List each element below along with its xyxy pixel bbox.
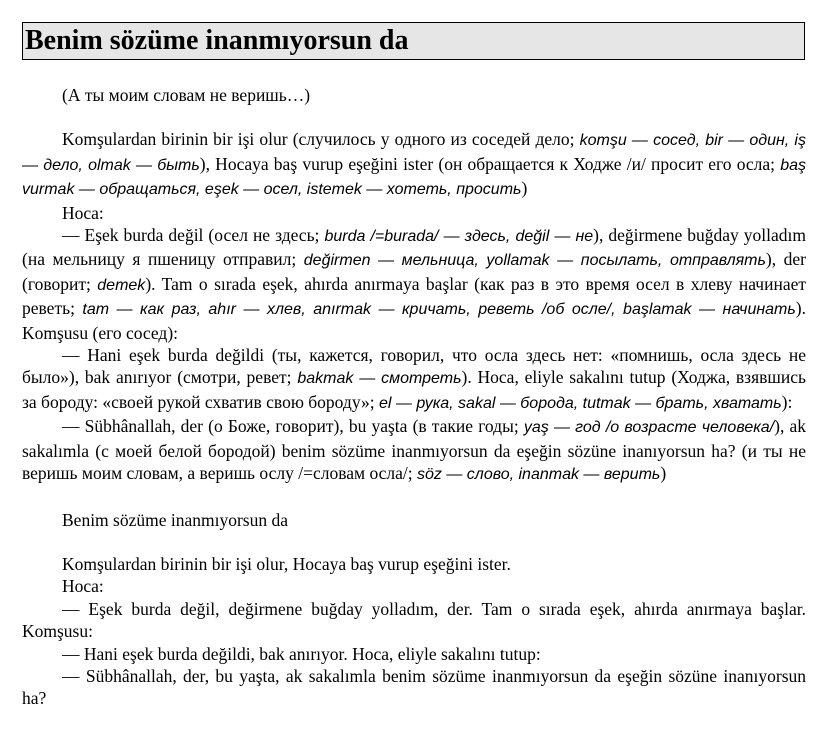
paragraph-text: ). Hoca, eliyle sakalını tutup (Ходжа, взявшись за бороду: «своей рукой схватив свою бороду»; bbox=[22, 367, 806, 412]
gloss-text: el — рука, sakal — борода, tutmak — брать, хватать bbox=[379, 394, 782, 412]
spacer bbox=[22, 531, 806, 553]
paragraph-text: ), der (говорит; bbox=[22, 249, 806, 294]
paragraph-text: ) bbox=[521, 178, 528, 199]
gloss-text: söz — слово, inanmak — верить bbox=[417, 466, 661, 484]
plain-paragraph: — Sübhânallah, der, bu yaşta, ak sakalımla benim sözüme inanmıyorsun da eşeğin sözüne inanıyorsun ha? bbox=[22, 665, 806, 709]
gloss-text: tam — как раз, ahır — хлев, anırmak — кричать, реветь /об осле/, başlamak — начинать bbox=[82, 301, 796, 319]
gloss-text: değirmen — мельница, yollamak — посылать, отправлять bbox=[303, 252, 766, 270]
paragraph-text: — Hani eşek burda değildi (ты, кажется, говорил, что осла здесь нет: «помнишь, осла здесь не было»), bak anırıyor (смотри, ревет; bbox=[22, 345, 806, 388]
plain-paragraph: — Eşek burda değil, değirmene buğday yolladım, der. Tam o sırada eşek, ahırda anırmaya başlar. Komşusu: bbox=[22, 598, 806, 642]
gloss-text: komşu — сосед, bir — один, iş — дело, olmak — быть bbox=[22, 132, 806, 174]
paragraph-text: ), ak sakalımla (с моей белой бородой) benim sözüme inanmıyorsun da eşeğin sözüne inanıyorsun ha? (и ты не веришь моим словам, а веришь ослу /=словам осла/; bbox=[22, 416, 806, 484]
gloss-text: demek bbox=[97, 276, 146, 294]
page-title: Benim sözüme inanmıyorsun da bbox=[22, 22, 805, 60]
spacer bbox=[22, 106, 806, 128]
gloss-text: bakmak — смотреть bbox=[297, 370, 462, 388]
paragraph-text: ). Komşusu (его сосед): bbox=[22, 298, 806, 343]
gloss-text: burda /=burada/ — здесь, değil — не bbox=[324, 228, 594, 246]
plain-paragraph: — Hani eşek burda değildi, bak anırıyor. Hoca, eliyle sakalını tutup: bbox=[62, 643, 541, 664]
paragraph-text: — Eşek burda değil (осел не здесь; bbox=[62, 225, 325, 246]
paragraph-text: ), değirmene buğday yolladım (на мельницу я пшеницу отправил; bbox=[22, 225, 806, 270]
gloss-text: baş vurmak — обращаться, eşek — осел, istemek — хотеть, просить bbox=[22, 156, 807, 199]
paragraph-text: ). Tam o sırada eşek, ahırda anırmaya başlar (как раз в это время осел в хлеву начинает реветь; bbox=[22, 273, 806, 319]
glossed-paragraph bbox=[22, 202, 806, 224]
paragraph-text: Komşulardan birinin bir işi olur (случилось у одного из соседей дело; bbox=[62, 129, 580, 150]
glossed-paragraph bbox=[22, 344, 806, 415]
plain-title: Benim sözüme inanmıyorsun da bbox=[62, 509, 289, 530]
plain-paragraph: Komşulardan birinin bir işi olur, Hocaya baş vurup eşeğini ister. bbox=[62, 553, 511, 574]
spacer bbox=[22, 487, 806, 509]
glossed-paragraph bbox=[22, 128, 806, 201]
paragraph-text: ): bbox=[781, 391, 793, 412]
paragraph-text: ), Hocaya baş vurup eşeğini ister (он обращается к Ходже /и/ просит его осла; bbox=[199, 153, 781, 174]
document-body bbox=[22, 84, 806, 710]
paragraph-text: — Sübhânallah, der (о Боже, говорит), bu yaşta (в такие годы; bbox=[62, 416, 524, 437]
paragraph-text: Hoca: bbox=[62, 202, 104, 223]
paragraph-text: ) bbox=[660, 463, 667, 484]
subtitle: (А ты моим словам не веришь…) bbox=[62, 85, 311, 105]
gloss-text: yaş — год /о возрасте человека/ bbox=[523, 419, 775, 437]
glossed-paragraph bbox=[22, 224, 806, 344]
glossed-paragraph bbox=[22, 415, 806, 486]
plain-paragraph: Hoca: bbox=[62, 576, 104, 597]
